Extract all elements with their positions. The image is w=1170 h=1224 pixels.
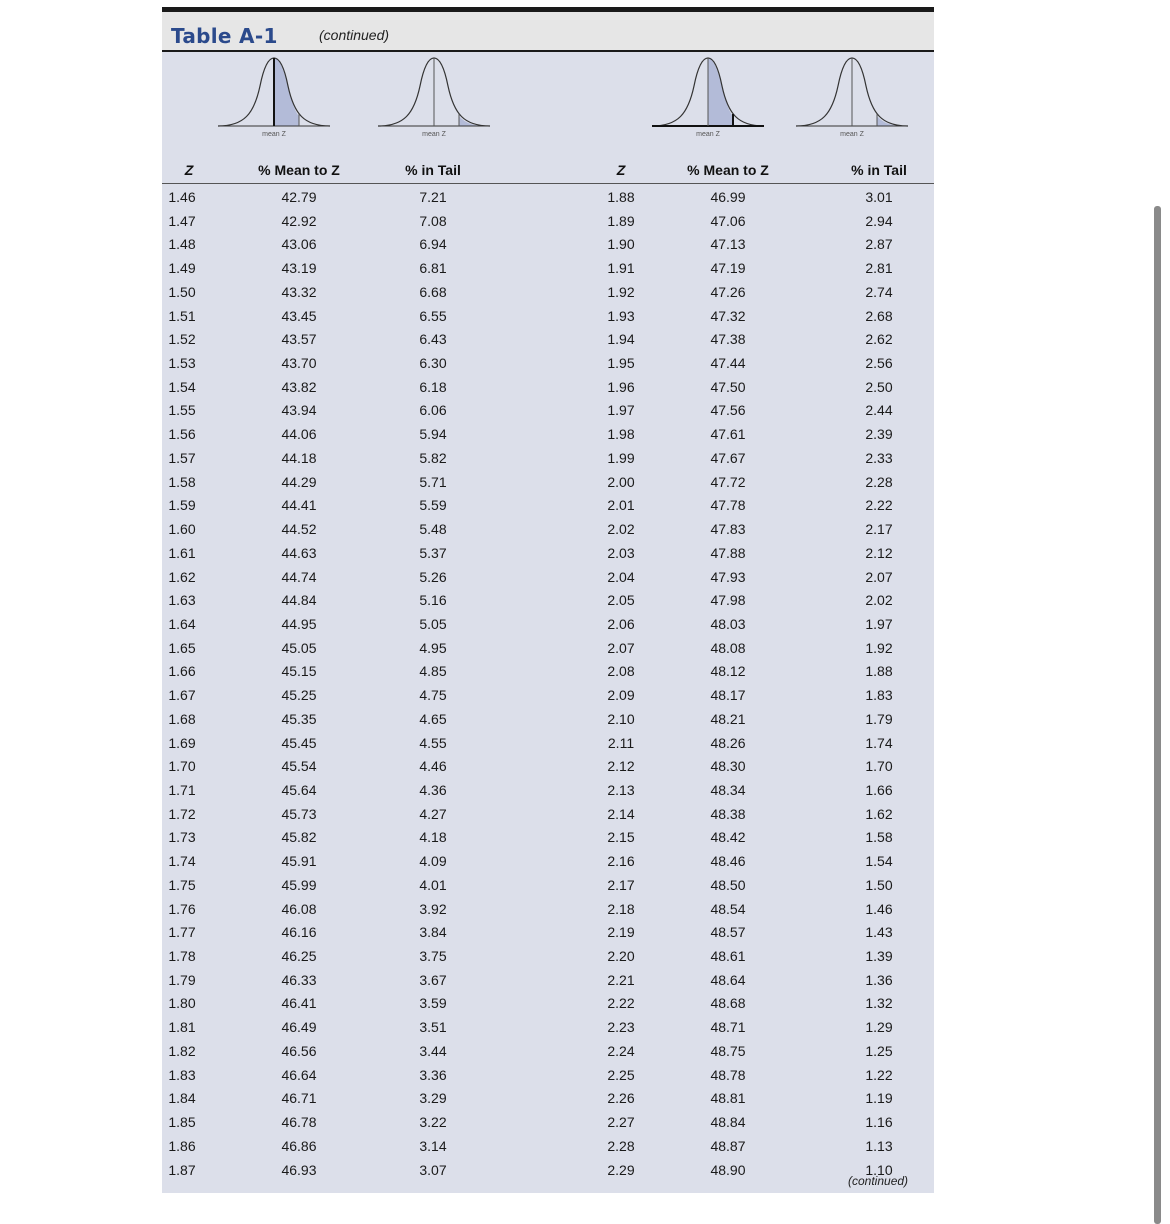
- left-in-tail-cell: 5.26: [419, 568, 447, 585]
- right-mean-to-z-cell: 47.88: [710, 544, 746, 561]
- left-mean-to-z-cell: 46.49: [281, 1019, 317, 1036]
- right-in-tail-cell: 1.25: [865, 1042, 893, 1059]
- left-mean-to-z-cell: 43.32: [281, 283, 317, 300]
- footer-continued: (continued): [848, 1174, 909, 1188]
- right-z-cell: 1.88: [607, 189, 635, 205]
- left-in-tail-cell: 6.94: [419, 236, 447, 253]
- left-mean-to-z-cell: 43.70: [281, 355, 317, 372]
- right-in-tail-cell: 1.74: [865, 734, 893, 751]
- right-z-cell: 2.12: [607, 758, 635, 775]
- right-mean-to-z-cell: 47.67: [710, 449, 746, 466]
- left-z-cell: 1.72: [168, 805, 196, 822]
- right-mean-to-z-cell: 47.44: [710, 355, 746, 372]
- right-z-cell: 2.16: [607, 853, 635, 870]
- right-in-tail-cell: 1.54: [865, 853, 893, 870]
- header-z-left: Z: [184, 162, 194, 178]
- right-z-cell: 2.22: [607, 995, 635, 1012]
- left-in-tail-cell: 6.55: [419, 307, 447, 324]
- left-z-cell: 1.76: [168, 900, 196, 917]
- right-in-tail-cell: 2.33: [865, 449, 893, 466]
- right-z-cell: 2.23: [607, 1019, 635, 1036]
- table-subtitle: (continued): [319, 27, 390, 43]
- right-mean-to-z-cell: 47.19: [710, 260, 746, 277]
- right-mean-to-z-cell: 48.90: [710, 1161, 746, 1178]
- normal-curve-tail-icon-2: [792, 52, 912, 142]
- left-z-cell: 1.62: [168, 568, 196, 585]
- left-in-tail-cell: 6.43: [419, 331, 447, 348]
- left-in-tail-cell: 3.22: [419, 1114, 447, 1131]
- right-mean-to-z-cell: 48.57: [710, 924, 746, 941]
- curve-label-2: mean Z: [422, 131, 446, 138]
- left-mean-to-z-cell: 46.93: [281, 1161, 317, 1178]
- right-mean-to-z-cell: 47.26: [710, 283, 746, 300]
- left-mean-to-z-cell: 46.08: [281, 900, 317, 917]
- right-z-cell: 2.21: [607, 971, 635, 988]
- left-in-tail-cell: 4.55: [419, 734, 447, 751]
- right-in-tail-cell: 1.39: [865, 948, 893, 965]
- curve-label-4: mean Z: [840, 131, 864, 138]
- right-in-tail-cell: 1.58: [865, 829, 893, 846]
- right-mean-to-z-cell: 48.46: [710, 853, 746, 870]
- left-z-cell: 1.73: [168, 829, 196, 846]
- right-z-cell: 2.27: [607, 1114, 635, 1131]
- left-in-tail-cell: 7.21: [419, 189, 447, 205]
- left-z-cell: 1.75: [168, 876, 196, 893]
- left-mean-to-z-cell: 42.79: [281, 189, 317, 205]
- left-mean-to-z-cell: 46.56: [281, 1042, 317, 1059]
- left-z-cell: 1.83: [168, 1066, 196, 1083]
- left-in-tail-cell: 5.59: [419, 497, 447, 514]
- right-in-tail-cell: 1.29: [865, 1019, 893, 1036]
- left-z-cell: 1.68: [168, 710, 196, 727]
- left-in-tail-cell: 5.16: [419, 592, 447, 609]
- right-z-cell: 2.20: [607, 948, 635, 965]
- right-in-tail-cell: 1.32: [865, 995, 893, 1012]
- left-z-cell: 1.56: [168, 426, 196, 443]
- right-mean-to-z-cell: 47.61: [710, 426, 746, 443]
- right-in-tail-cell: 2.12: [865, 544, 893, 561]
- right-in-tail-cell: 2.94: [865, 212, 893, 229]
- header-in-tail-left: % in Tail: [405, 162, 461, 178]
- right-mean-to-z-cell: 48.75: [710, 1042, 746, 1059]
- title-bar: [162, 12, 934, 52]
- left-z-cell: 1.80: [168, 995, 196, 1012]
- right-z-cell: 2.28: [607, 1137, 635, 1154]
- left-z-cell: 1.82: [168, 1042, 196, 1059]
- right-mean-to-z-cell: 48.54: [710, 900, 746, 917]
- left-mean-to-z-cell: 44.06: [281, 426, 317, 443]
- right-mean-to-z-cell: 47.06: [710, 212, 746, 229]
- left-mean-to-z-cell: 44.18: [281, 449, 317, 466]
- right-z-cell: 2.00: [607, 473, 635, 490]
- left-z-cell: 1.64: [168, 615, 196, 632]
- right-z-cell: 1.99: [607, 449, 635, 466]
- left-z-cell: 1.52: [168, 331, 196, 348]
- left-in-tail-cell: 4.75: [419, 687, 447, 704]
- right-in-tail-cell: 2.02: [865, 592, 893, 609]
- left-z-cell: 1.60: [168, 521, 196, 538]
- right-z-cell: 2.19: [607, 924, 635, 941]
- left-in-tail-cell: 5.82: [419, 449, 447, 466]
- left-in-tail-cell: 3.07: [419, 1161, 447, 1178]
- left-in-tail-cell: 5.71: [419, 473, 447, 490]
- right-mean-to-z-cell: 48.81: [710, 1090, 746, 1107]
- right-mean-to-z-cell: 48.03: [710, 615, 746, 632]
- right-z-cell: 2.18: [607, 900, 635, 917]
- right-z-cell: 1.93: [607, 307, 635, 324]
- left-z-cell: 1.59: [168, 497, 196, 514]
- left-mean-to-z-cell: 45.05: [281, 639, 317, 656]
- left-in-tail-cell: 3.51: [419, 1019, 447, 1036]
- right-in-tail-cell: 1.16: [865, 1114, 893, 1131]
- left-in-tail-cell: 4.36: [419, 782, 447, 798]
- header-rule: [162, 183, 934, 184]
- left-in-tail-cell: 4.09: [419, 853, 447, 870]
- header-in-tail-right: % in Tail: [851, 162, 907, 178]
- left-mean-to-z-cell: 44.52: [281, 521, 317, 538]
- right-in-tail-cell: 2.62: [865, 331, 893, 348]
- left-z-cell: 1.70: [168, 758, 196, 775]
- left-in-tail-cell: 4.46: [419, 758, 447, 775]
- left-z-cell: 1.49: [168, 260, 196, 277]
- right-z-cell: 1.90: [607, 236, 635, 253]
- right-in-tail-cell: 1.13: [865, 1137, 893, 1154]
- right-z-cell: 2.09: [607, 687, 635, 704]
- left-in-tail-cell: 4.01: [419, 876, 447, 893]
- left-z-cell: 1.53: [168, 355, 196, 372]
- right-mean-to-z-cell: 48.78: [710, 1066, 746, 1083]
- right-z-cell: 2.11: [607, 734, 635, 751]
- left-in-tail-cell: 3.44: [419, 1042, 447, 1059]
- curve-label-1: mean Z: [262, 131, 286, 138]
- left-mean-to-z-cell: 44.63: [281, 544, 317, 561]
- right-in-tail-cell: 1.22: [865, 1066, 893, 1083]
- right-mean-to-z-cell: 48.38: [710, 805, 746, 822]
- normal-curve-mean-to-z-icon-2: [648, 52, 768, 142]
- right-in-tail-cell: 1.46: [865, 900, 893, 917]
- left-z-cell: 1.65: [168, 639, 196, 656]
- right-z-cell: 1.97: [607, 402, 635, 419]
- left-mean-to-z-cell: 46.86: [281, 1137, 317, 1154]
- left-mean-to-z-cell: 45.45: [281, 734, 317, 751]
- left-z-cell: 1.48: [168, 236, 196, 253]
- right-mean-to-z-cell: 47.13: [710, 236, 746, 253]
- left-z-cell: 1.84: [168, 1090, 196, 1107]
- left-mean-to-z-cell: 45.64: [281, 782, 317, 798]
- right-mean-to-z-cell: 48.64: [710, 971, 746, 988]
- right-z-cell: 2.04: [607, 568, 635, 585]
- right-z-cell: 2.03: [607, 544, 635, 561]
- right-in-tail-cell: 1.83: [865, 687, 893, 704]
- left-in-tail-cell: 6.18: [419, 378, 447, 395]
- right-in-tail-cell: 2.22: [865, 497, 893, 514]
- left-mean-to-z-cell: 43.19: [281, 260, 317, 277]
- right-z-cell: 2.15: [607, 829, 635, 846]
- left-in-tail-cell: 3.92: [419, 900, 447, 917]
- right-z-cell: 2.02: [607, 521, 635, 538]
- right-z-cell: 2.08: [607, 663, 635, 680]
- right-in-tail-cell: 1.70: [865, 758, 893, 775]
- right-z-cell: 1.98: [607, 426, 635, 443]
- right-z-cell: 2.01: [607, 497, 635, 514]
- right-in-tail-cell: 1.19: [865, 1090, 893, 1107]
- left-mean-to-z-cell: 45.25: [281, 687, 317, 704]
- left-z-cell: 1.79: [168, 971, 196, 988]
- right-mean-to-z-cell: 48.42: [710, 829, 746, 846]
- left-mean-to-z-cell: 42.92: [281, 212, 317, 229]
- left-in-tail-cell: 3.84: [419, 924, 447, 941]
- right-mean-to-z-cell: 47.83: [710, 521, 746, 538]
- left-in-tail-cell: 5.48: [419, 521, 447, 538]
- right-in-tail-cell: 3.01: [865, 189, 893, 205]
- right-mean-to-z-cell: 47.32: [710, 307, 746, 324]
- left-in-tail-cell: 4.18: [419, 829, 447, 846]
- left-z-cell: 1.74: [168, 853, 196, 870]
- table-title: Table A-1: [171, 24, 278, 48]
- right-in-tail-cell: 1.50: [865, 876, 893, 893]
- left-in-tail-cell: 3.67: [419, 971, 447, 988]
- right-mean-to-z-cell: 47.98: [710, 592, 746, 609]
- table-page: [162, 7, 934, 1193]
- right-mean-to-z-cell: 48.34: [710, 782, 746, 798]
- left-in-tail-cell: 6.81: [419, 260, 447, 277]
- left-mean-to-z-cell: 46.71: [281, 1090, 317, 1107]
- right-in-tail-cell: 2.28: [865, 473, 893, 490]
- left-mean-to-z-cell: 44.29: [281, 473, 317, 490]
- right-z-cell: 2.29: [607, 1161, 635, 1178]
- right-in-tail-cell: 2.17: [865, 521, 893, 538]
- scrollbar[interactable]: [1154, 206, 1161, 1224]
- left-z-cell: 1.46: [168, 189, 196, 205]
- header-mean-to-z-left: % Mean to Z: [258, 162, 340, 178]
- left-z-cell: 1.54: [168, 378, 196, 395]
- left-in-tail-cell: 3.36: [419, 1066, 447, 1083]
- left-in-tail-cell: 3.29: [419, 1090, 447, 1107]
- right-z-cell: 2.05: [607, 592, 635, 609]
- right-mean-to-z-cell: 48.71: [710, 1019, 746, 1036]
- left-z-cell: 1.69: [168, 734, 196, 751]
- left-in-tail-cell: 6.06: [419, 402, 447, 419]
- right-in-tail-cell: 2.39: [865, 426, 893, 443]
- right-in-tail-cell: 2.68: [865, 307, 893, 324]
- left-z-cell: 1.78: [168, 948, 196, 965]
- left-z-cell: 1.85: [168, 1114, 196, 1131]
- left-mean-to-z-cell: 44.95: [281, 615, 317, 632]
- right-in-tail-cell: 1.36: [865, 971, 893, 988]
- left-in-tail-cell: 5.37: [419, 544, 447, 561]
- right-mean-to-z-cell: 48.84: [710, 1114, 746, 1131]
- left-mean-to-z-cell: 46.16: [281, 924, 317, 941]
- left-mean-to-z-cell: 45.99: [281, 876, 317, 893]
- left-mean-to-z-cell: 46.64: [281, 1066, 317, 1083]
- left-in-tail-cell: 6.68: [419, 283, 447, 300]
- right-in-tail-cell: 1.62: [865, 805, 893, 822]
- left-mean-to-z-cell: 45.73: [281, 805, 317, 822]
- right-mean-to-z-cell: 47.50: [710, 378, 746, 395]
- left-z-cell: 1.66: [168, 663, 196, 680]
- right-mean-to-z-cell: 48.61: [710, 948, 746, 965]
- right-mean-to-z-cell: 47.72: [710, 473, 746, 490]
- left-in-tail-cell: 7.08: [419, 212, 447, 229]
- right-mean-to-z-cell: 48.21: [710, 710, 746, 727]
- right-mean-to-z-cell: 48.26: [710, 734, 746, 751]
- curve-label-3: mean Z: [696, 131, 720, 138]
- right-in-tail-cell: 1.88: [865, 663, 893, 680]
- header-mean-to-z-right: % Mean to Z: [687, 162, 769, 178]
- left-z-cell: 1.87: [168, 1161, 196, 1178]
- left-mean-to-z-cell: 43.45: [281, 307, 317, 324]
- right-z-cell: 2.25: [607, 1066, 635, 1083]
- normal-curve-mean-to-z-icon: [214, 52, 334, 142]
- right-in-tail-cell: 1.10: [865, 1161, 893, 1178]
- left-mean-to-z-cell: 46.33: [281, 971, 317, 988]
- right-in-tail-cell: 1.66: [865, 782, 893, 798]
- right-in-tail-cell: 2.07: [865, 568, 893, 585]
- left-z-cell: 1.71: [168, 782, 196, 798]
- right-z-cell: 1.89: [607, 212, 635, 229]
- right-mean-to-z-cell: 48.50: [710, 876, 746, 893]
- left-z-cell: 1.67: [168, 687, 196, 704]
- right-z-cell: 1.96: [607, 378, 635, 395]
- left-mean-to-z-cell: 44.41: [281, 497, 317, 514]
- normal-curve-tail-icon: [374, 52, 494, 142]
- right-in-tail-cell: 1.79: [865, 710, 893, 727]
- left-mean-to-z-cell: 43.57: [281, 331, 317, 348]
- right-z-cell: 2.07: [607, 639, 635, 656]
- right-z-cell: 2.14: [607, 805, 635, 822]
- right-z-cell: 2.24: [607, 1042, 635, 1059]
- right-z-cell: 1.91: [607, 260, 635, 277]
- right-mean-to-z-cell: 47.78: [710, 497, 746, 514]
- left-mean-to-z-cell: 45.15: [281, 663, 317, 680]
- right-in-tail-cell: 2.74: [865, 283, 893, 300]
- left-in-tail-cell: 4.85: [419, 663, 447, 680]
- left-z-cell: 1.77: [168, 924, 196, 941]
- right-z-cell: 2.10: [607, 710, 635, 727]
- left-z-cell: 1.50: [168, 283, 196, 300]
- right-mean-to-z-cell: 48.68: [710, 995, 746, 1012]
- left-mean-to-z-cell: 44.74: [281, 568, 317, 585]
- left-z-cell: 1.63: [168, 592, 196, 609]
- left-in-tail-cell: 3.14: [419, 1137, 447, 1154]
- right-mean-to-z-cell: 47.38: [710, 331, 746, 348]
- left-z-cell: 1.61: [168, 544, 196, 561]
- left-mean-to-z-cell: 45.82: [281, 829, 317, 846]
- right-z-cell: 2.06: [607, 615, 635, 632]
- right-z-cell: 2.17: [607, 876, 635, 893]
- header-z-right: Z: [616, 162, 626, 178]
- left-mean-to-z-cell: 46.78: [281, 1114, 317, 1131]
- right-z-cell: 2.13: [607, 782, 635, 798]
- right-in-tail-cell: 2.56: [865, 355, 893, 372]
- right-mean-to-z-cell: 47.56: [710, 402, 746, 419]
- left-in-tail-cell: 4.65: [419, 710, 447, 727]
- right-mean-to-z-cell: 48.12: [710, 663, 746, 680]
- right-in-tail-cell: 2.81: [865, 260, 893, 277]
- left-z-cell: 1.58: [168, 473, 196, 490]
- left-z-cell: 1.51: [168, 307, 196, 324]
- right-in-tail-cell: 2.87: [865, 236, 893, 253]
- left-in-tail-cell: 5.94: [419, 426, 447, 443]
- left-in-tail-cell: 6.30: [419, 355, 447, 372]
- left-mean-to-z-cell: 46.41: [281, 995, 317, 1012]
- right-z-cell: 1.95: [607, 355, 635, 372]
- left-in-tail-cell: 5.05: [419, 615, 447, 632]
- left-z-cell: 1.86: [168, 1137, 196, 1154]
- right-mean-to-z-cell: 48.87: [710, 1137, 746, 1154]
- left-mean-to-z-cell: 46.25: [281, 948, 317, 965]
- right-in-tail-cell: 1.92: [865, 639, 893, 656]
- left-in-tail-cell: 3.75: [419, 948, 447, 965]
- right-in-tail-cell: 1.43: [865, 924, 893, 941]
- left-z-cell: 1.47: [168, 212, 196, 229]
- right-mean-to-z-cell: 48.17: [710, 687, 746, 704]
- left-z-cell: 1.55: [168, 402, 196, 419]
- right-mean-to-z-cell: 46.99: [710, 189, 746, 205]
- right-in-tail-cell: 2.44: [865, 402, 893, 419]
- left-in-tail-cell: 4.95: [419, 639, 447, 656]
- right-z-cell: 1.94: [607, 331, 635, 348]
- left-in-tail-cell: 3.59: [419, 995, 447, 1012]
- left-z-cell: 1.57: [168, 449, 196, 466]
- right-in-tail-cell: 2.50: [865, 378, 893, 395]
- left-mean-to-z-cell: 43.94: [281, 402, 317, 419]
- left-mean-to-z-cell: 43.06: [281, 236, 317, 253]
- left-mean-to-z-cell: 45.91: [281, 853, 317, 870]
- right-in-tail-cell: 1.97: [865, 615, 893, 632]
- left-mean-to-z-cell: 43.82: [281, 378, 317, 395]
- left-mean-to-z-cell: 45.35: [281, 710, 317, 727]
- right-z-cell: 1.92: [607, 283, 635, 300]
- left-in-tail-cell: 4.27: [419, 805, 447, 822]
- right-mean-to-z-cell: 48.30: [710, 758, 746, 775]
- right-mean-to-z-cell: 47.93: [710, 568, 746, 585]
- left-mean-to-z-cell: 45.54: [281, 758, 317, 775]
- right-z-cell: 2.26: [607, 1090, 635, 1107]
- right-mean-to-z-cell: 48.08: [710, 639, 746, 656]
- left-z-cell: 1.81: [168, 1019, 196, 1036]
- left-mean-to-z-cell: 44.84: [281, 592, 317, 609]
